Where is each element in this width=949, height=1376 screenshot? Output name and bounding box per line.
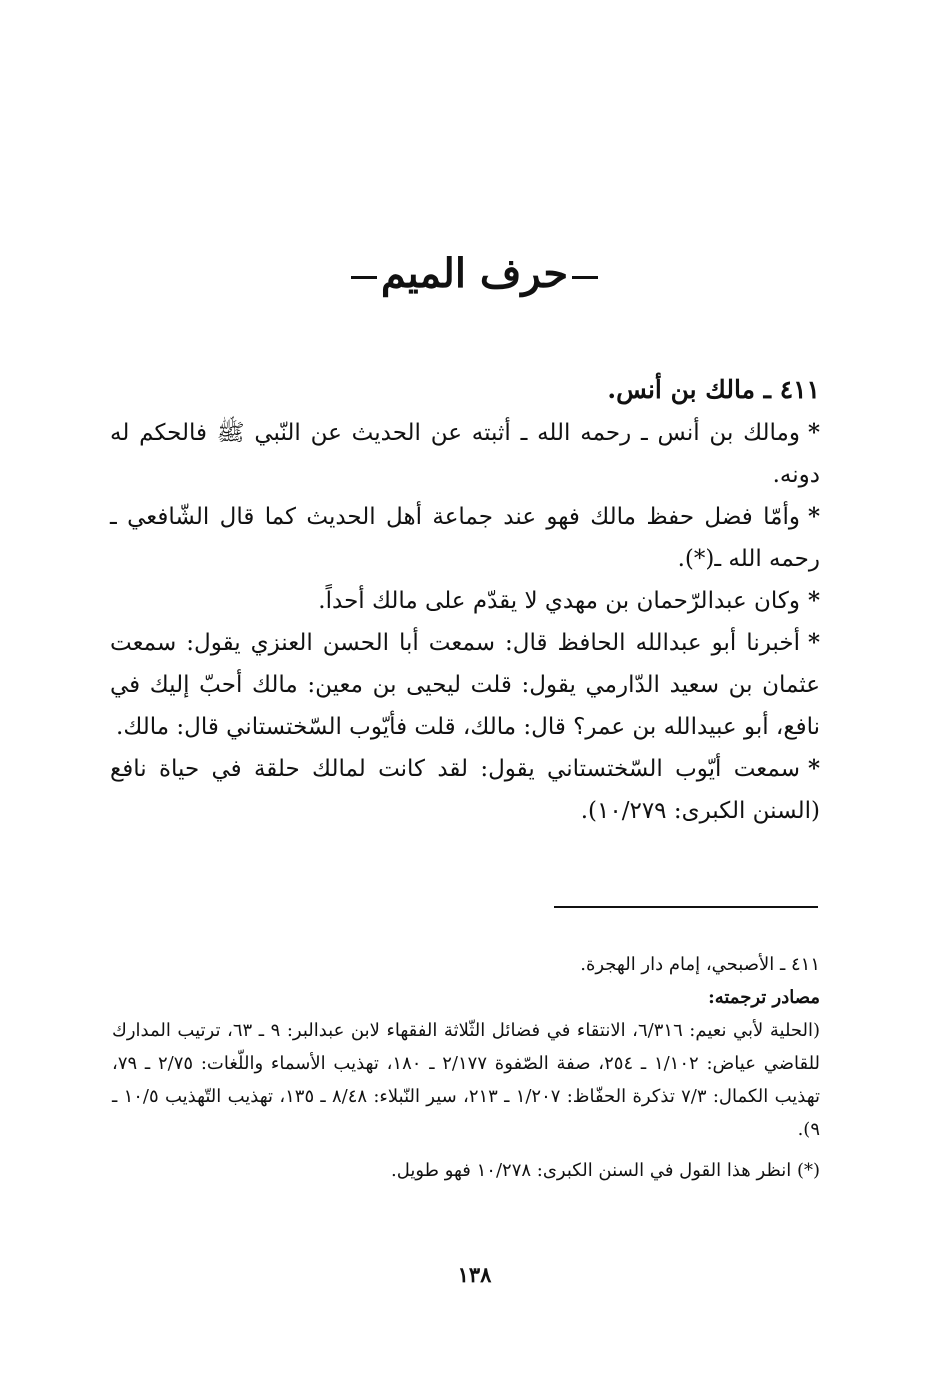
paragraph-text: وكان عبدالرّحمان بن مهدي لا يقدّم على مالك أحداً.	[318, 588, 800, 614]
chapter-title	[0, 250, 949, 297]
star-marker: *	[807, 629, 820, 656]
star-marker: *	[807, 587, 820, 614]
paragraph	[110, 412, 820, 496]
footnote-divider	[554, 906, 818, 908]
paragraph	[110, 622, 820, 748]
paragraph-text: سمعت أيّوب السّختستاني يقول: لقد كانت لمالك حلقة في حياة نافع (السنن الكبرى: ١٠/٢٧٩).	[110, 756, 820, 824]
star-marker: *	[807, 419, 820, 446]
star-marker: *	[807, 755, 820, 782]
main-text	[110, 368, 820, 832]
paragraph	[110, 748, 820, 832]
sources-label: مصادر ترجمته:	[708, 987, 820, 1008]
star-marker: *	[807, 503, 820, 530]
sources-text: (الحلية لأبي نعيم: ٦/٣١٦، الانتقاء في فضائل الثّلاثة الفقهاء لابن عبدالبر: ٩ ـ ٦٣، ترتيب المدارك للقاضي عياض: ١/١٠٢ ـ ٢٥٤، صفة الصّفوة ٢/١٧٧ ـ ١٨٠، تهذيب الأسماء واللّغات: ٢/٧٥ ـ ٧٩، تهذيب الكمال: ٧/٣ تذكرة الحفّاظ: ١/٢٠٧ ـ ٢١٣، سير النّبلاء: ٨/٤٨ ـ ١٣٥، تهذيب التّهذيب ١٠/٥ ـ ٩).	[112, 1020, 821, 1140]
paragraph	[110, 580, 820, 622]
page-number: ١٣٨	[457, 1262, 492, 1287]
title-ornament-right	[572, 276, 598, 279]
chapter-title-text: حرف الميم	[380, 250, 569, 297]
footnote: (*) انظر هذا القول في السنن الكبرى: ١٠/٢٧٨ فهو طويل.	[391, 1160, 820, 1181]
paragraph	[110, 496, 820, 580]
paragraph-text: ومالك بن أنس ـ رحمه الله ـ أثبته عن الحديث عن النّبي ﷺ فالحكم له دونه.	[110, 420, 820, 488]
entry-heading: ٤١١ ـ مالك بن أنس.	[607, 375, 820, 404]
paragraph-text: أخبرنا أبو عبدالله الحافظ قال: سمعت أبا الحسن العنزي يقول: سمعت عثمان بن سعيد الدّارمي يقول: قلت ليحيى بن معين: مالك أحبّ إليك في نافع، أبو عبيدالله بن عمر؟ قال: مالك، قلت فأيّوب السّختستاني قال: مالك.	[110, 630, 820, 740]
title-ornament-left	[351, 276, 377, 279]
paragraph-text: وأمّا فضل حفظ مالك فهو عند جماعة أهل الحديث كما قال الشّافعي ـ رحمه الله ـ(*).	[110, 504, 820, 572]
entry-note: ٤١١ ـ الأصبحي، إمام دار الهجرة.	[580, 954, 820, 975]
notes-section	[112, 948, 820, 1187]
